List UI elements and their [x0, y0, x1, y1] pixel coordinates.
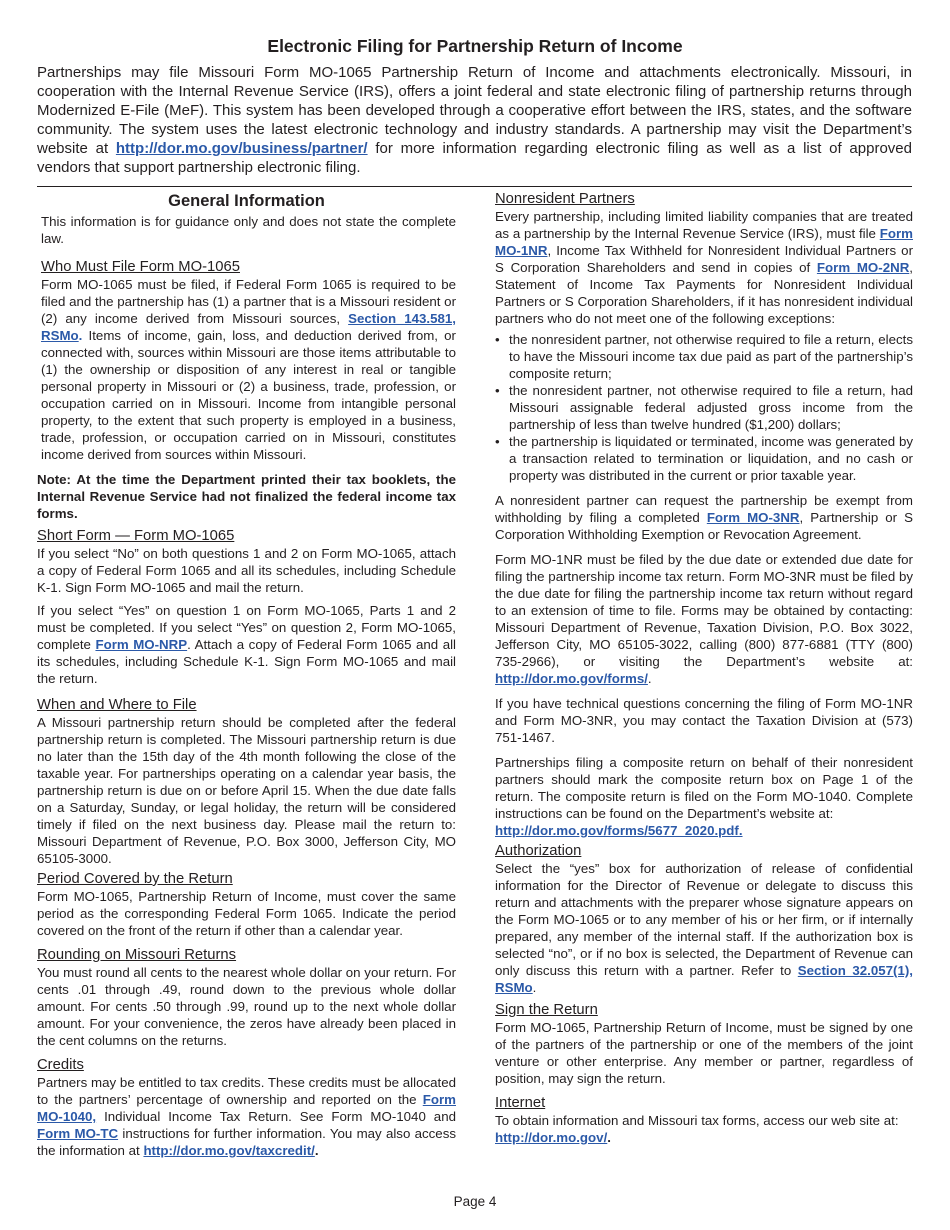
general-information-heading: General Information: [168, 192, 325, 210]
form-mo-3nr-link[interactable]: Form MO-3NR: [706, 510, 800, 525]
auth-text-2: .: [532, 980, 537, 995]
rounding-heading: Rounding on Missouri Returns: [37, 947, 237, 963]
general-information-text: This information is for guidance only and does not state the complete law.: [41, 214, 456, 246]
credits-text-2: Individual Income Tax Return. See Form MO-1040 and: [96, 1109, 456, 1124]
list-item: • the nonresident partner, not otherwise required to file a return, elects to have the Missouri income tax due paid as part of the partnership’s composite return;: [495, 331, 913, 382]
note-text: Note: At the time the Department printed their tax booklets, the Internal Revenue Service had not finalized the federal income tax forms.: [37, 472, 456, 521]
composite-instructions-link[interactable]: http://dor.mo.gov/forms/5677_2020.pdf.: [495, 823, 743, 838]
short-form-heading: Short Form — Form MO-1065: [37, 528, 235, 544]
who-must-file-heading: Who Must File Form MO-1065: [41, 259, 240, 275]
exempt-text: [495, 492, 913, 543]
section-32-057-link[interactable]: Section 32.057(1), RSMo: [495, 963, 913, 995]
form-mo-2nr-link[interactable]: Form MO-2NR: [816, 260, 910, 275]
sign-return-heading: Sign the Return: [495, 1002, 598, 1018]
when-where-text: A Missouri partnership return should be completed after the federal partnership return is completed. The Missouri partnership return is due no later than the 15th day of the 4th month following the close of the taxable year. For partnerships operating on a calendar year basis, the partnership return is due on or before April 15. When the due date falls on a Saturday, Sunday, or legal holiday, the return will be considered timely if filed on the next business day. Please mail the return to: Missouri Department of Revenue, P.O. Box 3000, Jefferson City, MO 65105-3000.: [37, 715, 456, 866]
partner-link[interactable]: http://dor.mo.gov/business/partner/: [115, 140, 368, 157]
exempt-text-2: , Partnership or S Corporation Withholding Exemption or Revocation Agreement.: [495, 510, 913, 542]
composite-text: Partnerships filing a composite return on behalf of their nonresident partners should mark the composite return box on Page 1 of the return. The composite return is filed on the Form MO-1040. Complete instructions can be found on the Department’s website at:: [495, 755, 913, 821]
short-form-text-1: If you select “No” on both questions 1 and 2 on Form MO-1065, attach a copy of Federal Form 1065 and all its schedules, including Schedule K-1. Sign Form MO-1065 and mail the return.: [37, 546, 456, 595]
taxcredit-link[interactable]: http://dor.mo.gov/taxcredit/: [143, 1143, 315, 1158]
page-title: Electronic Filing for Partnership Return of Income: [267, 36, 683, 56]
short-text-2b: . Attach a copy of Federal Form 1065 and all its schedules, including Schedule K-1. Sign Form MO-1065 and mail the return.: [37, 637, 457, 686]
composite-return-text: [495, 754, 913, 839]
period-covered-text: Form MO-1065, Partnership Return of Income, must cover the same period as the corresponding Federal Form 1065. Indicate the period covered on the front of the return if other than a calendar year.: [37, 889, 456, 938]
internet-text: [495, 1112, 913, 1146]
due-text: Form MO-1NR must be filed by the due date or extended due date for filing the partnership income tax return. Form MO-3NR must be filed by the due date for filing the partnership income tax return without regard to an extension of time to file. Forms may be obtained by contacting: Missouri Department of Revenue, Taxation Division, P.O. Box 3022, Jefferson City, MO 65105-3022, calling (800) 877-6881 (TTY (800) 735-2966), or visiting the Department’s website at:: [495, 552, 913, 669]
intro-text-end: for more information regarding electronic filing as well as a list of approved vendors that support partnership electronic filing.: [37, 140, 912, 176]
dor-link[interactable]: http://dor.mo.gov/: [495, 1130, 608, 1145]
exempt-text-1: A nonresident partner can request the partnership be exempt from withholding by filing a completed: [495, 493, 913, 525]
internet-text-body: To obtain information and Missouri tax forms, access our web site at:: [495, 1113, 899, 1128]
authorization-text: [495, 860, 913, 996]
authorization-heading: Authorization: [495, 843, 582, 859]
short-text-2a: If you select “Yes” on question 1 on Form MO-1065, Parts 1 and 2 must be completed. If you select “Yes” on question 2, Form MO-1065, complete: [37, 603, 456, 652]
who-text-2: Items of income, gain, loss, and deduction derived from, or connected with, sources within Missouri are those items attributable to (1) the ownership or disposition of any interest in real or tangible personal property in Missouri or (2) a business, trade, profession, or occupation carried on in Missouri. Income from intangible personal property, to the extent that such property is employed in a business, trade, profession, or occupation carried on in Missouri, constitutes income derived from sources within Missouri.: [41, 328, 456, 462]
exceptions-list: [495, 331, 913, 484]
intro-text: Partnerships may file Missouri Form MO-1065 Partnership Return of Income and attachments electronically. Missouri, in cooperation with the Internal Revenue Service (IRS), offers a joint federal and state electronic filing of partnership returns through Modernized E-File (MeF). This system has been developed through a cooperative effort between the IRS, states, and the software community. The system uses the latest electronic technology and industry standards. A partnership may visit the Department’s website at: [37, 64, 912, 157]
nonres-text-2: , Income Tax Withheld for Nonresident Individual Partners or S Corporation Shareholders and send in copies of: [495, 243, 913, 275]
auth-text-1: Select the “yes” box for authorization of release of confidential information for the Director of Revenue or delegate to discuss this return and attachments with the preparer whose signature appears on the Form MO-1065 or to any member of his or her firm, or if internally prepared, any member of the internal staff. If the authorization box is selected “no”, or if no box is selected, the Department of Revenue can only discuss this return with a partner. Refer to: [495, 861, 913, 978]
list-item: • the partnership is liquidated or terminated, income was generated by a transaction related to termination or liquidation, and no cash or property was distributed in the current or prior taxable year.: [495, 433, 913, 484]
credits-heading: Credits: [37, 1057, 84, 1073]
due-text-end: .: [647, 671, 652, 686]
sign-return-text: Form MO-1065, Partnership Return of Income, must be signed by one of the partners of the partnership or one of the members of the joint venture or other enterprise. Any member or partner, regardless of position, may sign the return.: [495, 1020, 913, 1086]
form-mo-1040-link[interactable]: Form MO-1040,: [37, 1092, 456, 1124]
credits-text: [37, 1074, 456, 1159]
who-text-1: Form MO-1065 must be filed, if Federal Form 1065 is required to be filed and the partnership has (1) a partner that is a Missouri resident or (2) any income derived from Missouri sources,: [41, 277, 456, 326]
divider: [37, 186, 912, 187]
internet-end: .: [607, 1130, 611, 1145]
list-item: • the nonresident partner, not otherwise required to file a return, had Missouri assignable federal adjusted gross income from the partnership of less than twelve hundred ($1,200) dollars;: [495, 382, 913, 433]
nonresident-partners-text: [495, 208, 913, 327]
short-form-text-2: [37, 602, 456, 687]
forms-link[interactable]: http://dor.mo.gov/forms/: [495, 671, 648, 686]
credits-text-1: Partners may be entitled to tax credits. These credits must be allocated to the partners’ percentage of ownership and reported on the: [37, 1075, 456, 1107]
who-must-file-text: Form MO-1065 must be filed, if Federal Form 1065 is required to be filed and the partnership has (1) a partner that is a Missouri resident or (2) any income derived from Missouri sources, Section 143.581, RSMo. Items of income, gain, loss, and deduction derived from, or connected with, sources within Missouri are those items attributable to (1) the ownership or disposition of any interest in real or tangible personal property in Missouri or (2) a business, trade, profession, or occupation carried on in Missouri. Income from intangible personal property, to the extent that such property is employed in a business, trade, profession, or occupation carried on in Missouri, constitutes income derived from sources within Missouri.: [41, 277, 456, 462]
nonres-text-1: Every partnership, including limited liability companies that are treated as a partnership by the Internal Revenue Service (IRS), must file: [495, 209, 913, 241]
due-date-text: [495, 551, 913, 687]
page-number: Page 4: [453, 1194, 497, 1209]
right-column: [495, 191, 913, 1146]
internet-heading: Internet: [495, 1095, 546, 1111]
period-covered-heading: Period Covered by the Return: [37, 871, 233, 887]
credits-text-3: instructions for further information. You may also access the information at: [37, 1126, 456, 1158]
credits-text-4: .: [314, 1143, 319, 1158]
nonresident-partners-heading: Nonresident Partners: [495, 191, 635, 207]
nonres-text-3: , Statement of Income Tax Payments for Nonresident Individual Partners or S Corporation Shareholders, if it has nonresident individual partners who do not meet one of the following exceptions:: [495, 260, 913, 326]
form-mo-nrp-link[interactable]: Form MO-NRP: [95, 637, 188, 652]
left-column: [37, 191, 456, 1159]
technical-questions-text: If you have technical questions concerning the filing of Form MO-1NR and Form MO-3NR, you may contact the Taxation Division at (573) 751-1467.: [495, 696, 913, 745]
form-mo-1nr-link[interactable]: Form MO-1NR: [495, 226, 913, 258]
rounding-text: You must round all cents to the nearest whole dollar on your return. For cents .01 through .49, round down to the previous whole dollar amount. For cents .50 through .99, round up to the next whole dollar amount. For your convenience, the zeros have already been placed in the cent columns on the returns.: [37, 965, 456, 1048]
form-mo-tc-link[interactable]: Form MO-TC: [37, 1126, 119, 1141]
section-143-581-link[interactable]: Section 143.581, RSMo: [41, 311, 456, 343]
when-where-heading: When and Where to File: [37, 697, 197, 713]
intro-paragraph: [37, 63, 912, 177]
